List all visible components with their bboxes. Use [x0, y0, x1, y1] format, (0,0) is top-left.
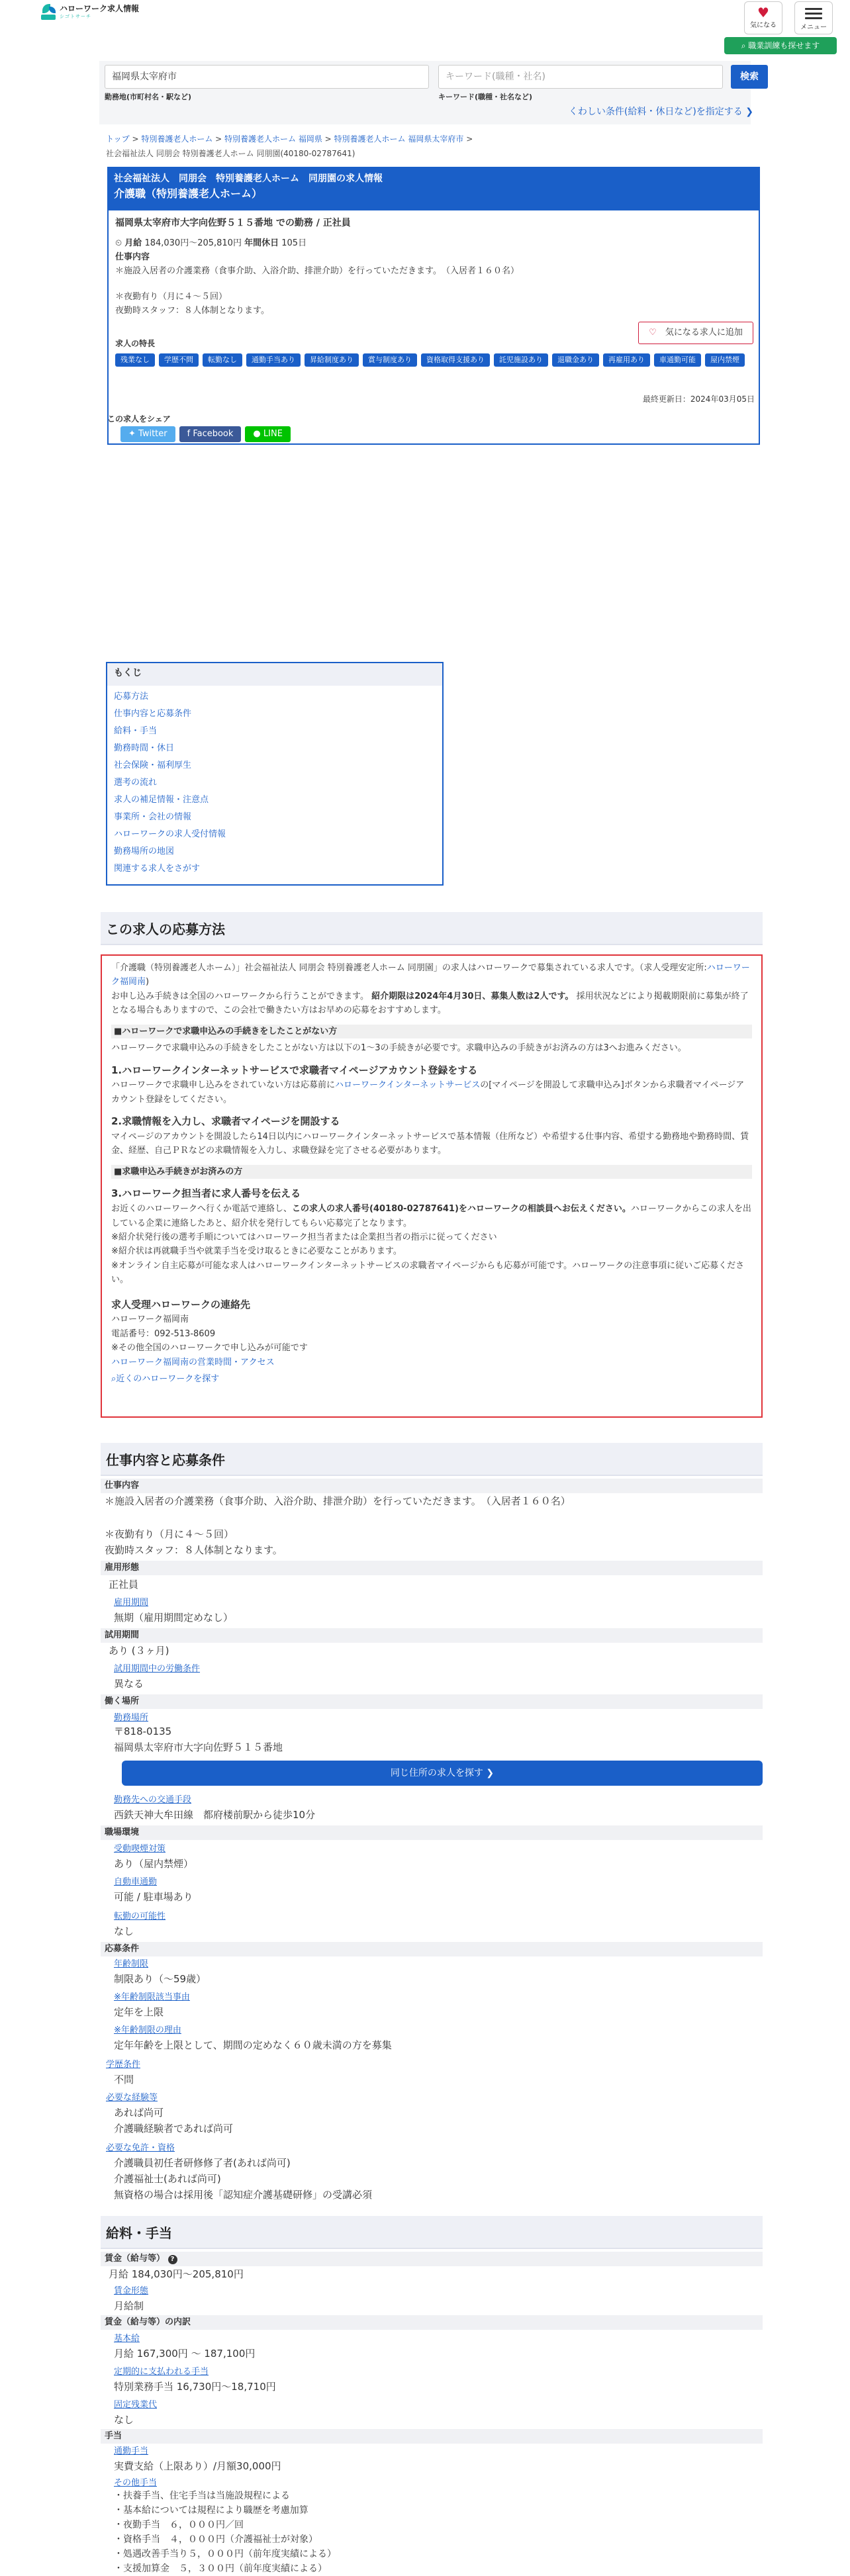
label-wage-form: 賃金形態: [114, 2286, 149, 2296]
feature-tags: [115, 353, 757, 367]
heart-icon: ♥: [757, 5, 769, 21]
label-transfer: 転勤の可能性: [114, 1911, 166, 1921]
holiday-prefix: 年間休日: [244, 238, 279, 249]
other-allowance-item: ・支援加算金 ５，３００円（前年度実績による）: [114, 2563, 327, 2574]
new-applicant-text: ハローワークで求職申込みの手続きをしたことがない方は以下の1〜3の手続きが必要です。求職申込みの手続きがお済みの方は3へお進みください。: [111, 1043, 686, 1054]
education-value: 不問: [114, 2074, 134, 2086]
label-base-pay: 基本給: [114, 2334, 140, 2344]
label-commute-allowance: 通勤手当: [114, 2446, 149, 2456]
step-1-text-b: の[マイページを開設して求職申込み]ボタンから求職者マイページアカウント登録をしてください。: [111, 1080, 745, 1105]
label-breakdown: 賃金（給与等）の内訳: [101, 2315, 763, 2330]
toc-item[interactable]: 応募方法: [114, 692, 149, 702]
label-age-reason: ※年齢制限該当事由: [114, 1992, 190, 2002]
label-car-commute: 自動車通勤: [114, 1877, 158, 1887]
base-pay-value: 月給 167,300円 〜 187,100円: [114, 2348, 256, 2360]
postal-code: 〒818-0135: [114, 1725, 172, 1737]
toc-item[interactable]: 勤務時間・休日: [114, 743, 175, 753]
keyword-input-label: キーワード(職種・社名など): [438, 93, 533, 101]
label-employment-period: 雇用期間: [114, 1598, 149, 1608]
chevron-right-icon: ❯: [486, 1768, 495, 1778]
help-icon[interactable]: ?: [168, 2255, 177, 2264]
same-address-jobs-button[interactable]: [122, 1761, 763, 1786]
search-button[interactable]: 検索: [731, 65, 768, 89]
training-label: 職業訓練も探せます: [748, 41, 820, 50]
section-title-conditions: 仕事内容と応募条件: [101, 1443, 763, 1476]
menu-label: メニュー: [800, 24, 827, 31]
feature-tag[interactable]: 車通勤可能: [654, 353, 701, 367]
contact-note: ※その他全国のハローワークで申し込みが可能です: [111, 1343, 308, 1354]
step-1-text-a: ハローワークで求職申し込みをされていない方は応募前に: [111, 1080, 336, 1091]
feature-tag[interactable]: 昇給制度あり: [305, 353, 359, 367]
apply-deadline-text: 紹介期限は2024年4月30日、募集人数は2人です。: [371, 991, 574, 1001]
duty-label: 仕事内容: [115, 252, 150, 263]
salary-holiday-line: [115, 237, 752, 251]
label-access: 勤務先への交通手段: [114, 1795, 192, 1805]
trial-value: あり (３ヶ月): [109, 1645, 169, 1657]
apply-note: ※紹介状発行後の選考手順についてはハローワーク担当者または企業担当者の指示に従ってください: [111, 1232, 497, 1242]
step-2-text: マイページのアカウントを開設したら14日以内にハローワークインターネットサービスで基本情報（住所など）や希望する仕事内容、希望する勤務地や勤務時間、賃金、経歴、自己ＰＲなどの求職情報を入力し、求職登録を完了させる必要があります。: [111, 1132, 749, 1156]
label-wage: [101, 2252, 763, 2266]
other-allowance-item: ・基本給については規程により職歴を考慮加算: [114, 2505, 308, 2516]
toc-item[interactable]: 事業所・会社の情報: [114, 812, 192, 822]
location-input[interactable]: 福岡県太宰府市: [105, 65, 429, 89]
twitter-icon: ✦: [128, 429, 139, 439]
smoking-value: あり（屋内禁煙）: [114, 1858, 194, 1870]
apply-intro-text: 採用状況などにより掲載期限前に募集が終了となる場合もありますので、この会社で働きたい方はお早めの応募をおすすめします。: [111, 991, 749, 1016]
label-allowances: 手当: [101, 2429, 763, 2444]
label-work-location: 勤務場所: [114, 1713, 149, 1723]
job-summary-card: [107, 167, 760, 445]
hamburger-icon: [805, 8, 822, 19]
toc-title: もくじ: [107, 663, 442, 686]
feature-tag[interactable]: 通勤手当あり: [246, 353, 301, 367]
job-card-header: [109, 168, 759, 210]
car-commute-value: 可能 / 駐車場あり: [114, 1891, 193, 1903]
label-environment: 職場環境: [101, 1825, 763, 1840]
toc-item[interactable]: 勤務場所の地図: [114, 847, 175, 856]
fixed-overtime-value: なし: [114, 2414, 134, 2426]
features-label: 求人の特長: [115, 339, 156, 349]
label-smoking: 受動喫煙対策: [114, 1844, 166, 1854]
job-title[interactable]: 介護職（特別養護老人ホーム）: [114, 187, 263, 200]
label-age-reason-detail: ※年齢制限の理由: [114, 2025, 181, 2035]
breadcrumb-item[interactable]: トップ: [106, 134, 130, 144]
duty-text: ＊夜勤有り（月に４〜５回）: [105, 1528, 234, 1540]
apply-intro-text: お申し込み手続きは全国のハローワークから行うことができます。: [111, 991, 369, 1001]
access-value: 西鉄天神大牟田線 都府楼前駅から徒歩10分: [114, 1809, 316, 1821]
toc-item[interactable]: 関連する求人をさがす: [114, 864, 201, 874]
toc-item[interactable]: 仕事内容と応募条件: [114, 709, 192, 719]
same-address-label: 同じ住所の求人を探す: [390, 1768, 483, 1778]
trial-condition-value: 異なる: [114, 1678, 144, 1690]
apply-note: ※紹介状は再就職手当や就業手当を受け取るときに必要なことがあります。: [111, 1246, 402, 1257]
breadcrumb-item[interactable]: 特別養護老人ホーム: [141, 134, 213, 144]
table-of-contents: [106, 662, 444, 886]
chevron-right-icon: ❯: [745, 107, 753, 117]
location-input-label: 勤務地(市町村名・駅など): [105, 93, 192, 101]
age-limit-value: 制限あり（〜59歳）: [114, 1973, 207, 1985]
other-allowance-item: ・夜勤手当 ６，０００円／回: [114, 2520, 244, 2530]
favorites-label: 気になる: [750, 22, 777, 29]
site-header: [0, 0, 850, 61]
feature-tag[interactable]: 残業なし: [115, 353, 155, 367]
line-share-button[interactable]: [245, 426, 291, 442]
holiday-value: 105日: [281, 238, 307, 249]
license-value: 介護福祉士(あれば尚可): [114, 2173, 221, 2185]
label-duty: 仕事内容: [101, 1479, 763, 1493]
label-license: 必要な免許・資格: [106, 2143, 175, 2153]
training-search-button[interactable]: [724, 37, 837, 54]
other-allowance-item: ・資格手当 ４，０００円（介護福祉士が対象）: [114, 2534, 318, 2545]
other-allowance-item: ・扶養手当、住宅手当は当施設規程による: [114, 2491, 290, 2501]
experience-value: 介護職経験者であれば尚可: [114, 2123, 234, 2135]
apply-intro: 「介護職（特別養護老人ホーム）」社会福祉法人 同朋会 特別養護老人ホーム 同朋園」の求人はハローワークで募集されている求人です。（求人受理安定所:ハローワーク福岡南) お申し込み手続きは全国のハローワークから行うことができます。 紹介期限は2024年4月30日、募集人数は2人です。 採用状況などにより掲載期限前に募集が終了となる場合もありますので、この会社で働きたい方はお早めの応募をおすすめします。: [111, 963, 750, 1016]
feature-tag[interactable]: 賞与制度あり: [363, 353, 417, 367]
step-3-text: [111, 1202, 752, 1230]
salary-prefix: 月給: [124, 238, 142, 249]
toc-item[interactable]: 求人の補足情報・注意点: [114, 795, 209, 805]
age-reason-value: 定年を上限: [114, 2006, 164, 2018]
toc-item[interactable]: 給料・手当: [114, 726, 158, 736]
breadcrumb-item[interactable]: 特別養護老人ホーム 福岡県太宰府市: [334, 134, 464, 144]
step-2-heading: 2.求職情報を入力し、求職者マイページを開設する: [111, 1115, 340, 1128]
facebook-share-button[interactable]: [179, 426, 242, 442]
label-education: 学歴条件: [106, 2060, 141, 2070]
clock-icon: ⏲: [115, 238, 122, 249]
feature-tag[interactable]: 転勤なし: [203, 353, 242, 367]
search-panel: [99, 61, 759, 124]
favorites-button[interactable]: [744, 1, 782, 34]
share-label: この求人をシェア: [107, 414, 171, 424]
breadcrumb: トップ > 特別養護老人ホーム > 特別養護老人ホーム 福岡県 > 特別養護老人ホーム 福岡県太宰府市 > 社会福祉法人 同朋会 特別養護老人ホーム 同朋園(40180-02787641): [106, 134, 473, 158]
duty-text: 夜勤時スタッフ：８人体制となります。: [105, 1544, 283, 1556]
job-address: 福岡県太宰府市大字向佐野５１５番地 での勤務 / 正社員: [115, 218, 351, 228]
work-address: 福岡県太宰府市大字向佐野５１５番地: [114, 1741, 283, 1753]
commute-allowance-value: 実費支給（上限あり）/月額30,000円: [114, 2460, 281, 2472]
transfer-value: なし: [114, 1925, 134, 1937]
hellowork-internet-service-link[interactable]: ハローワークインターネットサービス: [335, 1080, 481, 1091]
line-icon: ●: [253, 429, 263, 439]
duty-text: 夜勤時スタッフ：８人体制となります。: [115, 305, 269, 316]
duty-text: ＊施設入居者の介護業務（食事介助、入浴介助、排泄介助）を行っていただきます。 （入居者１６０名）: [115, 265, 519, 276]
breadcrumb-current: 社会福祉法人 同朋会 特別養護老人ホーム 同朋園(40180-02787641): [106, 148, 355, 158]
step-3-text-b: ハローワークからこの求人を出している企業に連絡したあと、紹介状を発行してもらい応募完了となります。: [111, 1204, 751, 1228]
toc-item[interactable]: 社会保険・福利厚生: [114, 760, 192, 770]
hellowork-office-link[interactable]: ハローワーク福岡南: [111, 963, 750, 988]
step-3-heading: 3.ハローワーク担当者に求人番号を伝える: [111, 1187, 301, 1200]
feature-tag[interactable]: 再雇用あり: [603, 353, 650, 367]
label-trial: 試用期間: [101, 1628, 763, 1643]
step-1-text: [111, 1078, 752, 1107]
last-updated: 最終更新日：2024年03月05日: [642, 394, 755, 404]
apply-instructions-box: [101, 954, 763, 1418]
toc-item[interactable]: ハローワークの求人受付情報: [114, 829, 226, 839]
keyword-input[interactable]: キーワード(職種・社名): [438, 65, 723, 89]
step-3-text-a: お近くのハローワークへ行くか電話で連絡し、: [111, 1204, 293, 1215]
label-other-allowance: その他手当: [114, 2478, 158, 2488]
logo-mark-icon: [41, 4, 57, 21]
section-title-apply: この求人の応募方法: [101, 912, 763, 945]
duty-text: ＊施設入居者の介護業務（食事介助、入浴介助、排泄介助）を行っていただきます。 （入居者１６０名）: [105, 1495, 571, 1507]
label-workplace: 働く場所: [101, 1694, 763, 1709]
facebook-icon: f: [187, 429, 193, 439]
apply-note: ※オンライン自主応募が可能な求人はハローワークインターネットサービスの求職者マイページからも応募が可能です。ハローワークの注意事項に従いご応募ください。: [111, 1260, 745, 1285]
detailed-conditions-link[interactable]: [569, 105, 753, 119]
feature-tag[interactable]: 託児施設あり: [494, 353, 548, 367]
duty-text: ＊夜勤有り（月に４〜５回）: [115, 291, 228, 302]
license-value: 介護職員初任者研修修了者(あれば尚可): [114, 2157, 291, 2169]
add-favorite-label: 気になる求人に追加: [665, 328, 743, 338]
wage-value: 月給 184,030円〜205,810円: [109, 2268, 244, 2280]
detailed-conditions-label: くわしい条件(給料・休日など)を指定する: [568, 107, 743, 117]
feature-tag[interactable]: 学歴不問: [159, 353, 199, 367]
line-label: LINE: [263, 429, 283, 439]
contact-title: 求人受理ハローワークの連絡先: [111, 1298, 251, 1311]
step-3-job-number: この求人の求人番号(40180-02787641)をハローワークの相談員へお伝えください。: [292, 1204, 631, 1215]
search-icon: ⌕: [111, 1374, 117, 1385]
office-access-link[interactable]: ハローワーク福岡南の営業時間・アクセス: [111, 1357, 275, 1367]
add-favorite-button[interactable]: [638, 322, 753, 344]
wage-label-text: 賃金（給与等）: [105, 2254, 165, 2264]
label-regular-allowance: 定期的に支払われる手当: [114, 2367, 209, 2377]
regular-allowance-value: 特別業務手当 16,730円〜18,710円: [114, 2381, 276, 2393]
company-name: 社会福祉法人 同朋会 特別養護老人ホーム 同朋園の求人情報: [114, 173, 383, 184]
twitter-label: Twitter: [138, 429, 167, 439]
subheading-new-applicant: ■ハローワークで求職申込みの手続きをしたことがない方: [111, 1025, 752, 1038]
nearby-hellowork-label: 近くのハローワークを探す: [116, 1374, 220, 1385]
nearby-hellowork-link[interactable]: [111, 1374, 219, 1384]
feature-tag[interactable]: 退職金あり: [552, 353, 599, 367]
label-experience: 必要な経験等: [106, 2093, 158, 2103]
label-trial-condition: 試用期間中の労働条件: [114, 1664, 201, 1674]
label-requirements: 応募条件: [101, 1942, 763, 1956]
logo-title: ハローワーク求人情報: [60, 4, 140, 13]
label-employment: 雇用形態: [101, 1561, 763, 1575]
toc-item[interactable]: 選考の流れ: [114, 778, 158, 788]
wage-form-value: 月給制: [114, 2300, 144, 2312]
step-1-heading: 1.ハローワークインターネットサービスで求職者マイページアカウント登録をする: [111, 1064, 478, 1076]
feature-tag[interactable]: 資格取得支援あり: [421, 353, 490, 367]
employment-value: 正社員: [109, 1579, 139, 1590]
subheading-registered-applicant: ■求職申込み手続きがお済みの方: [111, 1165, 752, 1179]
age-reason-detail-value: 定年年齢を上限として、期間の定めなく６０歳未満の方を募集: [114, 2039, 392, 2051]
other-allowance-item: ・処遇改善手当り５，０００円（前年度実績による）: [114, 2549, 336, 2559]
other-allowance-list: [114, 2489, 336, 2576]
menu-button[interactable]: [794, 1, 833, 34]
feature-tag[interactable]: 屋内禁煙: [705, 353, 745, 367]
contact-name: ハローワーク福岡南: [111, 1314, 189, 1325]
search-icon: ⌕: [741, 41, 749, 50]
breadcrumb-item[interactable]: 特別養護老人ホーム 福岡県: [224, 134, 322, 144]
toc-list: [107, 686, 442, 880]
label-fixed-overtime: 固定残業代: [114, 2400, 158, 2410]
employment-period-value: 無期（雇用期間定めなし）: [114, 1612, 234, 1624]
contact-tel: 電話番号：092-513-8609: [111, 1328, 216, 1339]
apply-intro-text: 「介護職（特別養護老人ホーム）」社会福祉法人 同朋会 特別養護老人ホーム 同朋園」の求人はハローワークで募集されている求人です。（求人受理安定所:: [111, 963, 707, 973]
site-logo[interactable]: [41, 4, 139, 21]
share-buttons: [120, 426, 291, 442]
facebook-label: Facebook: [193, 429, 234, 439]
logo-subtitle: シゴトサーチ: [60, 14, 91, 20]
experience-value: あれば尚可: [114, 2107, 164, 2119]
license-value: 無資格の場合は採用後「認知症介護基礎研修」の受講必須: [114, 2189, 373, 2201]
section-title-salary: 給料・手当: [101, 2216, 763, 2249]
twitter-share-button[interactable]: [120, 426, 175, 442]
salary-value: 184,030円〜205,810円: [144, 238, 242, 249]
label-age-limit: 年齢制限: [114, 1959, 149, 1969]
heart-outline-icon: ♡: [649, 328, 657, 338]
